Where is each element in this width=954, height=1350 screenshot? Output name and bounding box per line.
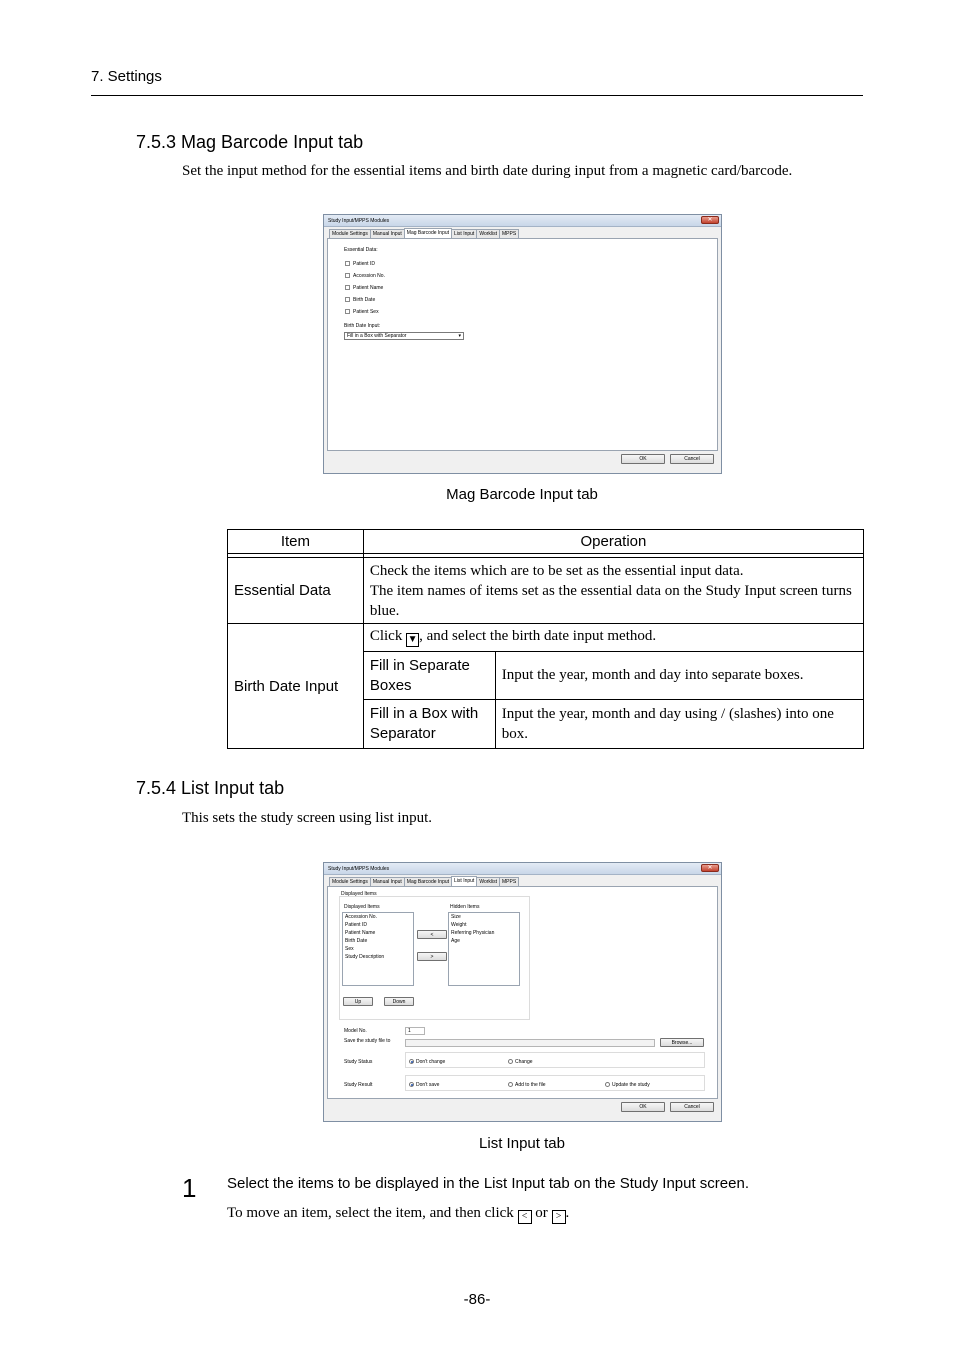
op-fill-separate: Input the year, month and day into separate boxes. [495, 652, 863, 700]
radio-update-study[interactable] [605, 1082, 610, 1087]
op-click-text: Click [369, 628, 403, 644]
item-birth-date-input: Birth Date Input [228, 624, 364, 749]
radio-label: Don't save [416, 1082, 440, 1088]
tab-panel [327, 238, 718, 451]
tab-strip [329, 876, 518, 886]
header-rule [91, 95, 863, 96]
step-text: Select the items to be displayed in the List Input tab on the Study Input screen. [227, 1175, 749, 1192]
study-result-group [405, 1075, 705, 1091]
running-header: 7. Settings [91, 68, 162, 85]
window-title: Study Input/MPPS Modules [328, 866, 390, 872]
displayed-list-label: Displayed Items [344, 904, 380, 910]
checkbox-patient-name[interactable] [345, 285, 350, 290]
tab-module-settings[interactable]: Module Settings [329, 229, 371, 238]
radio-change[interactable] [508, 1059, 513, 1064]
up-button[interactable]: Up [343, 997, 373, 1006]
list-item[interactable]: Birth Date [345, 938, 368, 944]
browse-button[interactable]: Browse... [660, 1038, 704, 1047]
list-item[interactable]: Patient ID [345, 922, 367, 928]
op-birth-date-click [363, 624, 863, 652]
tab-mpps[interactable]: MPPS [499, 229, 519, 238]
cancel-button[interactable]: Cancel [670, 1102, 714, 1112]
ok-button[interactable]: OK [621, 454, 665, 464]
save-path-input[interactable] [405, 1039, 655, 1047]
list-item[interactable]: Referring Physician [451, 930, 495, 936]
checkbox-label: Birth Date [353, 297, 376, 303]
hidden-items-list[interactable] [448, 912, 520, 986]
sub-item-fill-box: Fill in a Box with Separator [363, 700, 495, 749]
model-no-label: Model No. [344, 1028, 367, 1034]
list-input-window [323, 862, 722, 1122]
radio-dont-save[interactable] [409, 1082, 414, 1087]
hidden-list-label: Hidden Items [450, 904, 480, 910]
radio-add-to-file[interactable] [508, 1082, 513, 1087]
op-essential-line2: The item names of items set as the essential data on the Study Input screen turns blue. [369, 582, 852, 619]
window-title: Study Input/MPPS Modules [328, 218, 390, 224]
birth-date-input-select[interactable] [344, 332, 464, 340]
table-row [228, 624, 864, 652]
radio-dont-change[interactable] [409, 1059, 414, 1064]
title-bar [324, 215, 721, 227]
step-note-end: . [565, 1205, 570, 1221]
operations-table [227, 529, 864, 749]
checkbox-patient-sex[interactable] [345, 309, 350, 314]
sub-item-fill-separate: Fill in Separate Boxes [363, 652, 495, 700]
tab-manual-input[interactable]: Manual Input [370, 877, 405, 886]
checkbox-accession-no[interactable] [345, 273, 350, 278]
checkbox-label: Patient Sex [353, 309, 379, 315]
tab-mpps[interactable]: MPPS [499, 877, 519, 886]
chevron-left-icon: < [518, 1210, 532, 1224]
save-study-file-label: Save the study file to [344, 1038, 391, 1044]
op-click-rest: , and select the birth date input method. [419, 628, 657, 644]
col-header-item: Item [228, 530, 364, 554]
checkbox-label: Patient ID [353, 261, 375, 267]
tab-panel [327, 886, 718, 1099]
study-result-label: Study Result [344, 1082, 373, 1088]
tab-manual-input[interactable]: Manual Input [370, 229, 405, 238]
op-essential-line1: Check the items which are to be set as the essential input data. [369, 562, 744, 579]
step-note-or: or [535, 1205, 548, 1221]
move-right-button[interactable]: > [417, 952, 447, 961]
checkbox-label: Accession No. [353, 273, 385, 279]
radio-label: Add to the file [515, 1082, 546, 1088]
chevron-down-icon: ▾ [458, 333, 461, 339]
table-header-row [228, 530, 864, 554]
dropdown-arrow-icon: ▼ [407, 634, 418, 645]
select-value: Fill in a Box with Separator [347, 333, 407, 339]
list-item[interactable]: Size [451, 914, 461, 920]
cancel-button[interactable]: Cancel [670, 454, 714, 464]
tab-module-settings[interactable]: Module Settings [329, 877, 371, 886]
op-essential-data [363, 558, 863, 624]
displayed-items-list[interactable] [342, 912, 414, 986]
figure-caption-mag-barcode: Mag Barcode Input tab [446, 486, 598, 503]
checkbox-patient-id[interactable] [345, 261, 350, 266]
tab-worklist[interactable]: Worklist [476, 229, 500, 238]
list-item[interactable]: Patient Name [345, 930, 376, 936]
model-no-input[interactable]: 1 [405, 1027, 425, 1035]
step-number: 1 [182, 1173, 197, 1203]
step-note-text: To move an item, select the item, and then click [227, 1205, 514, 1221]
chevron-right-icon: > [552, 1210, 566, 1224]
intro-7-5-4: This sets the study screen using list input. [182, 810, 432, 826]
page-number: -86- [463, 1291, 491, 1308]
ok-button[interactable]: OK [621, 1102, 665, 1112]
step-note [227, 1205, 569, 1224]
move-left-button[interactable]: < [417, 930, 447, 939]
essential-data-label: Essential Data: [344, 247, 378, 253]
tab-list-input[interactable]: List Input [451, 229, 477, 238]
displayed-items-group-label: Displayed Items [341, 891, 377, 897]
tab-worklist[interactable]: Worklist [476, 877, 500, 886]
radio-label: Change [515, 1059, 533, 1065]
tab-mag-barcode-input[interactable]: Mag Barcode Input [404, 877, 452, 886]
title-bar [324, 863, 721, 875]
figure-caption-list-input: List Input tab [479, 1135, 565, 1152]
heading-7-5-4: 7.5.4 List Input tab [136, 778, 285, 798]
close-icon[interactable]: ✕ [701, 864, 719, 872]
tab-list-input[interactable]: List Input [451, 876, 477, 886]
table-row [228, 558, 864, 624]
birth-date-input-label: Birth Date Input: [344, 323, 381, 329]
list-item[interactable]: Accession No. [345, 914, 377, 920]
col-header-operation: Operation [363, 530, 863, 554]
list-item[interactable]: Sex [345, 946, 354, 952]
item-essential-data: Essential Data [228, 558, 364, 624]
heading-7-5-3: 7.5.3 Mag Barcode Input tab [136, 132, 364, 152]
down-button[interactable]: Down [384, 997, 414, 1006]
list-item[interactable]: Study Description [345, 954, 385, 960]
study-status-group [405, 1052, 705, 1068]
list-item[interactable]: Age [451, 938, 460, 944]
intro-7-5-3: Set the input method for the essential items and birth date during input from a magnetic card/barcode. [182, 163, 793, 179]
checkbox-birth-date[interactable] [345, 297, 350, 302]
checkbox-label: Patient Name [353, 285, 384, 291]
op-fill-box: Input the year, month and day using / (slashes) into one box. [495, 700, 863, 749]
study-status-label: Study Status [344, 1059, 373, 1065]
radio-label: Update the study [612, 1082, 650, 1088]
tab-mag-barcode-input[interactable]: Mag Barcode Input [404, 228, 452, 238]
list-item[interactable]: Weight [451, 922, 467, 928]
radio-label: Don't change [416, 1059, 446, 1065]
tab-strip [329, 228, 518, 238]
close-icon[interactable]: ✕ [701, 216, 719, 224]
mag-barcode-window [323, 214, 722, 474]
